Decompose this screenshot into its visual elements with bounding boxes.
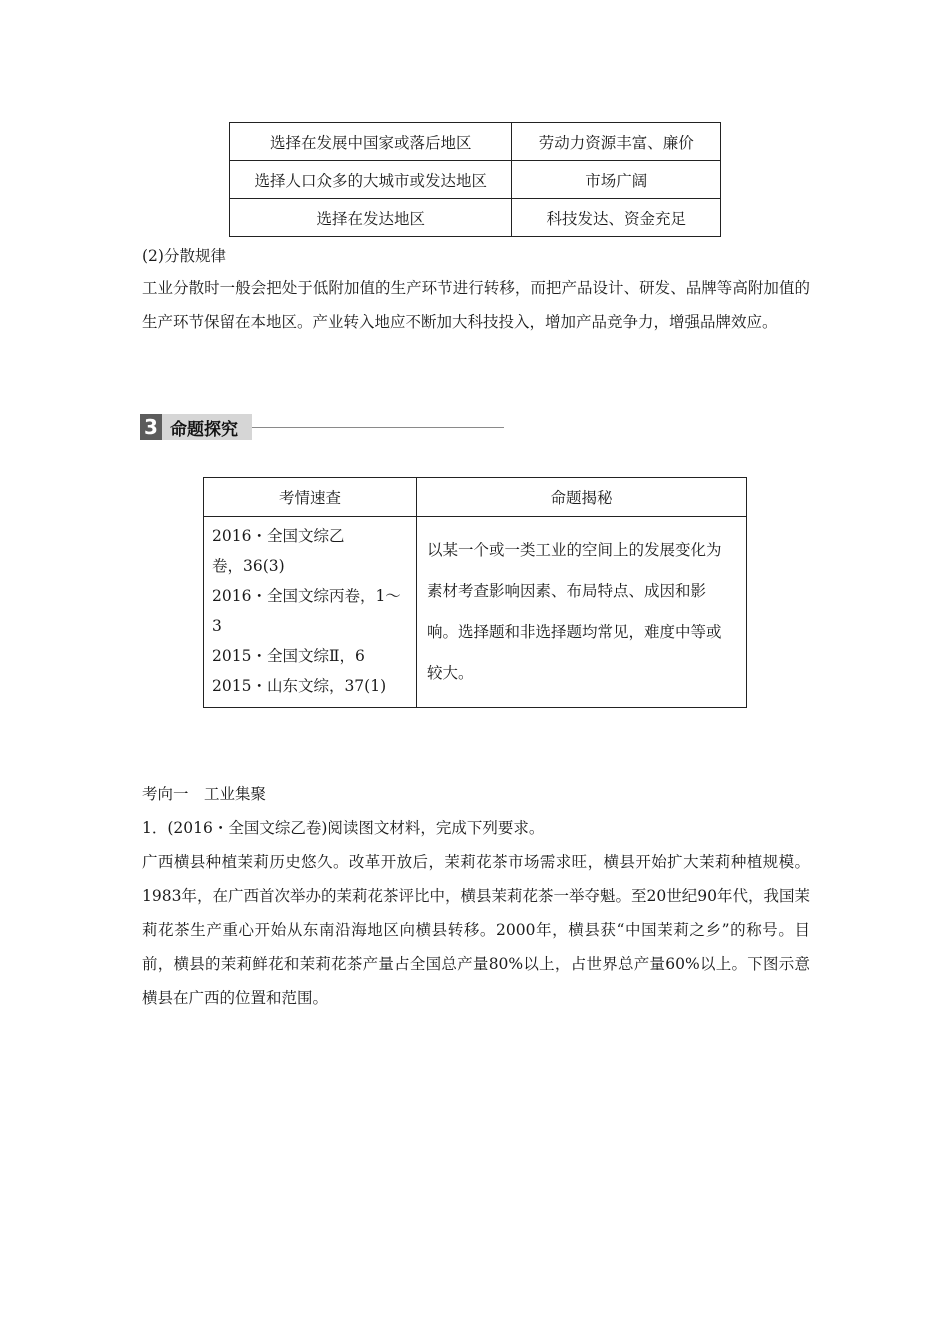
column-header: 命题揭秘	[416, 478, 746, 517]
question-material: 广西横县种植茉莉历史悠久。改革开放后，茉莉花茶市场需求旺，横县开始扩大茉莉种植规模。1983年，在广西首次举办的茉莉花茶评比中，横县茉莉花茶一举夺魁。至20世纪90年代，我国茉莉花茶生产重心开始从东南沿海地区向横县转移。2000年，横县获“中国茉莉之乡”的称号。目前，横县的茉莉鲜花和茉莉花茶产量占全国总产量80%以上，占世界总产量60%以上。下图示意横县在广西的位置和范围。	[142, 853, 810, 1007]
section-divider	[252, 427, 504, 428]
section-header	[140, 414, 504, 440]
table-row	[230, 123, 721, 161]
table-row	[230, 199, 721, 237]
reason-cell: 科技发达、资金充足	[512, 199, 721, 237]
exam-analysis-table	[203, 477, 747, 708]
direction-label: 考向一 工业集聚	[142, 785, 267, 803]
table-row	[204, 517, 747, 708]
section-number: 3	[140, 414, 162, 440]
question-heading: 1．(2016・全国文综乙卷)阅读图文材料，完成下列要求。	[142, 819, 545, 837]
exam-source-item: 2015・全国文综Ⅱ，6	[212, 647, 365, 665]
exam-description-cell	[416, 517, 746, 708]
location-strategy-table	[229, 122, 721, 237]
exam-description: 以某一个或一类工业的空间上的发展变化为素材考查影响因素、布局特点、成因和影响。选择题和非选择题均常见，难度中等或较大。	[426, 541, 722, 682]
strategy-cell: 选择在发展中国家或落后地区	[230, 123, 512, 161]
table-row	[230, 161, 721, 199]
reason-cell: 劳动力资源丰富、廉价	[512, 123, 721, 161]
dispersion-paragraph: 工业分散时一般会把处于低附加值的生产环节进行转移，而把产品设计、研发、品牌等高附加值的生产环节保留在本地区。产业转入地应不断加大科技投入，增加产品竞争力，增强品牌效应。	[142, 279, 810, 331]
strategy-cell: 选择在发达地区	[230, 199, 512, 237]
exam-source-item: 2015・山东文综，37(1)	[212, 677, 387, 695]
exam-source-item: 2016・全国文综丙卷，1～	[212, 587, 401, 605]
strategy-cell: 选择人口众多的大城市或发达地区	[230, 161, 512, 199]
exam-sources-cell	[204, 517, 417, 708]
exam-source-item: 2016・全国文综乙	[212, 527, 345, 545]
exam-source-item: 3	[212, 617, 222, 635]
section-title: 命题探究	[162, 414, 252, 440]
exam-source-item: 卷，36(3)	[212, 557, 285, 575]
dispersion-heading: (2)分散规律	[142, 247, 226, 265]
column-header: 考情速查	[204, 478, 417, 517]
table-header-row	[204, 478, 747, 517]
reason-cell: 市场广阔	[512, 161, 721, 199]
